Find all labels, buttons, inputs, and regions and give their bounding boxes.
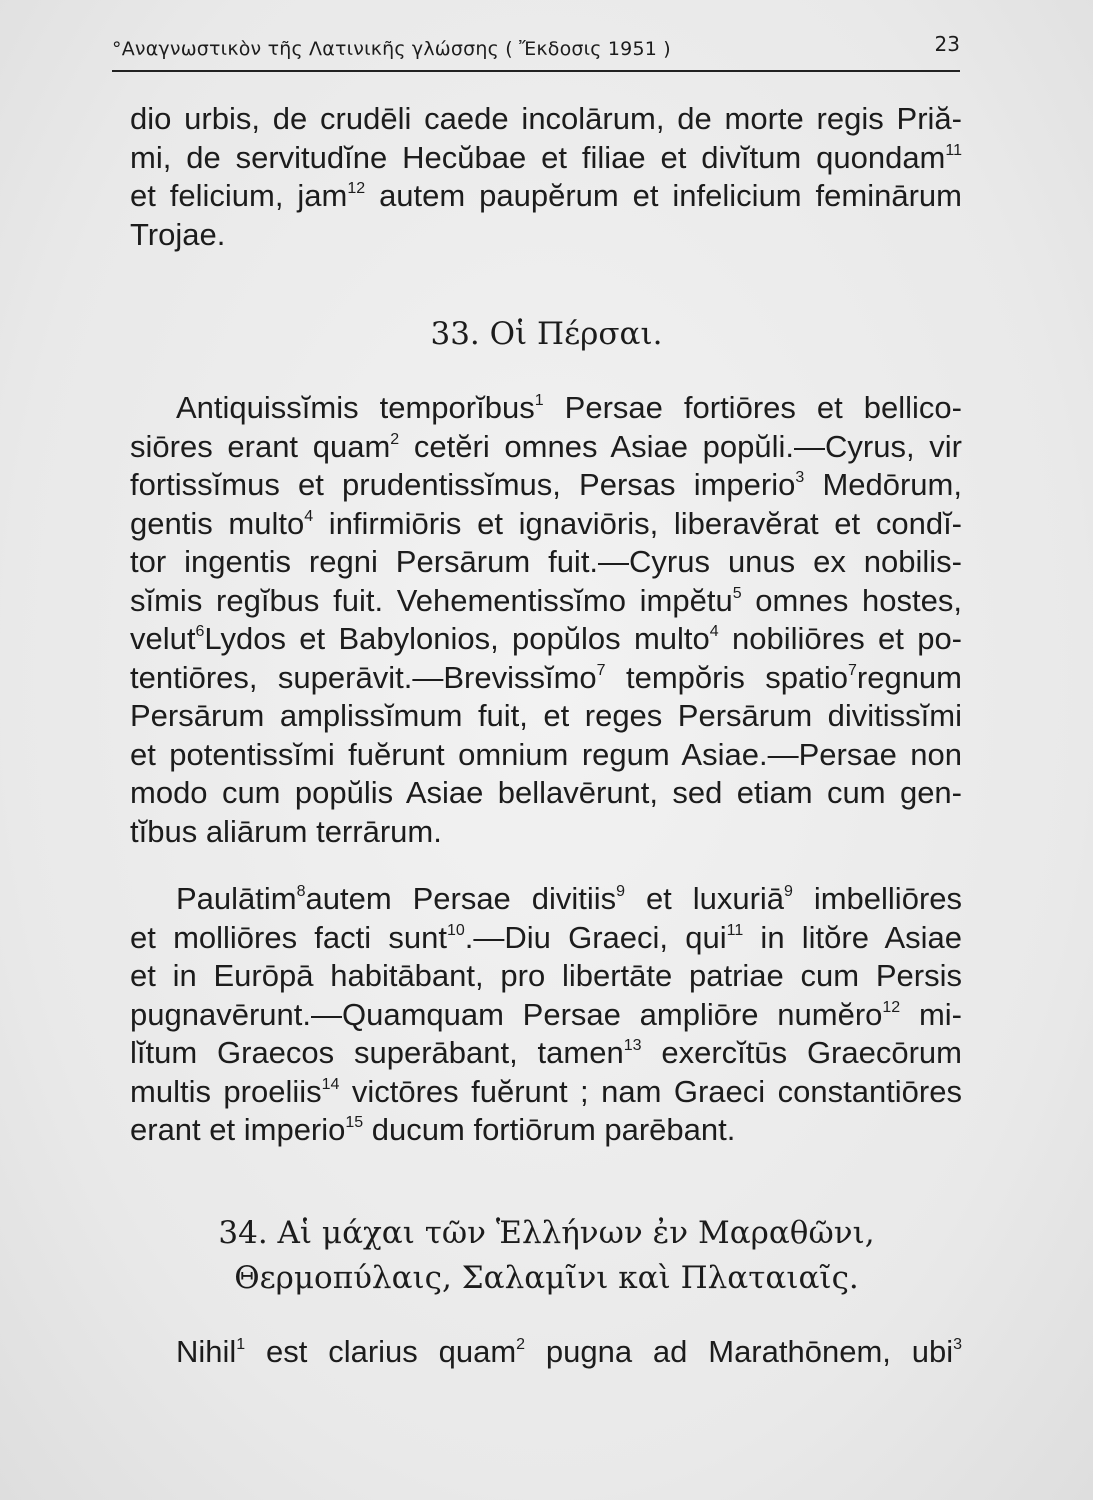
text-line: dio urbis, de crudēli caede incolārum, de morte regis Priă-: [130, 101, 962, 136]
text-line: gentis multo$^4$ infirmiōris et ignaviōris, liberavĕrat et condĭ-: [130, 505, 963, 541]
text-line: Antiquissĭmis temporĭbus$^1$ Persae fortiōres et bellico-: [176, 390, 962, 425]
text-line: et felicium, jam$^{12}$ autem paupĕrum et infelicium feminārum: [130, 178, 962, 213]
header-title: °Αναγνωστικὸν τῆς Λατινικῆς γλώσσης ( Ἔκδοσις 1951 ): [112, 38, 671, 60]
text-line: modo cum popŭlis Asiae bellavērunt, sed etiam cum gen-: [130, 775, 962, 810]
text-line: siōres erant quam$^2$ cetĕri omnes Asiae popŭli.—Cyrus, vir: [130, 428, 963, 464]
section-33-heading: 33. Οἱ Πέρσαι.: [430, 316, 663, 352]
text-line: tor ingentis regni Persārum fuit.—Cyrus unus ex nobilis-: [130, 544, 962, 579]
running-header: [112, 30, 960, 72]
text-line: pugnavērunt.—Quamquam Persae ampliōre numĕro$^{12}$ mi-: [130, 996, 962, 1032]
section-34-heading-line-2: Θερμοπύλαις, Σαλαμῖνι καὶ Πλαταιαῖς.: [234, 1260, 859, 1296]
text-line: erant et imperio$^{15}$ ducum fortiōrum parēbant.: [130, 1112, 736, 1147]
text-line: velut$^6$Lydos et Babylonios, popŭlos multo$^4$ nobiliōres et po-: [130, 621, 963, 656]
section-34-paragraph: [130, 1333, 962, 1372]
text-line: Persārum amplissĭmum fuit, et reges Persārum divitissĭmi: [130, 698, 962, 733]
text-line: Trojae.: [130, 216, 226, 252]
section-33-paragraph-2: [130, 880, 962, 1150]
intro-paragraph: [130, 100, 962, 254]
text-line: sĭmis regĭbus fuit. Vehementissĭmo impĕtu$^5$ omnes hostes,: [130, 582, 962, 618]
text-line: multis proeliis$^{14}$ victōres fuĕrunt ; nam Graeci constantiōres: [130, 1073, 962, 1109]
text-line: Paulātim$^8$autem Persae divitiis$^9$ et luxuriā$^9$ imbelliōres: [176, 881, 963, 916]
text-line: et molliōres facti sunt$^{10}$.—Diu Graeci, qui$^{11}$ in litŏre Asiae: [130, 919, 963, 955]
text-line: mi, de servitudĭne Hecŭbae et filiae et divĭtum quondam$^{11}$: [130, 139, 962, 175]
text-line: fortissĭmus et prudentissĭmus, Persas imperio$^3$ Medōrum,: [130, 467, 962, 502]
text-line: tentiōres, superāvit.—Brevissĭmo$^7$ tempŏris spatio$^7$regnum: [130, 659, 962, 695]
text-line: tĭbus aliārum terrārum.: [130, 813, 442, 849]
text-line: lĭtum Graecos superābant, tamen$^{13}$ exercĭtūs Graecōrum: [130, 1035, 962, 1070]
section-33-paragraph-1: [130, 389, 962, 851]
text-line: et potentissĭmi fuĕrunt omnium regum Asiae.—Persae non: [130, 736, 962, 772]
page-number: 23: [934, 32, 960, 56]
text-line: Nihil$^1$ est clarius quam$^2$ pugna ad Marathōnem, ubi$^3$: [176, 1334, 962, 1369]
section-34-heading-line-1: 34. Αἱ μάχαι τῶν Ἑλλήνων ἐν Μαραθῶνι,: [218, 1215, 875, 1251]
text-line: et in Eurōpā habitābant, pro libertāte patriae cum Persis: [130, 958, 962, 993]
